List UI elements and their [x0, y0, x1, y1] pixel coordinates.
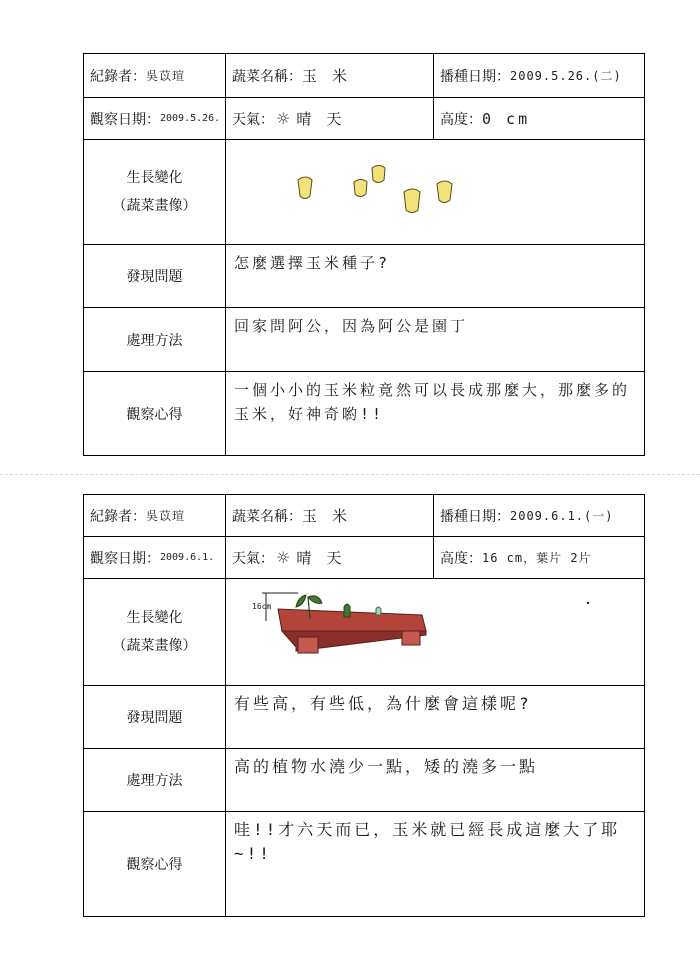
sow-date-value: 2009.6.1.(一)	[510, 509, 614, 523]
sow-date-value: 2009.5.26.(二)	[510, 69, 622, 83]
planter-leg	[402, 631, 420, 645]
vegetable-cell	[225, 495, 433, 536]
dot-mark	[587, 602, 589, 604]
method-label: 處理方法	[126, 773, 183, 789]
leaf-icon	[308, 596, 322, 604]
growth-drawing	[225, 140, 644, 244]
planter-drawing	[226, 579, 644, 685]
height-cell	[433, 98, 644, 139]
vegetable-cell	[225, 54, 433, 97]
problem-row	[84, 685, 644, 748]
problem-text: 怎麼選擇玉米種子?	[225, 245, 644, 307]
method-row	[84, 307, 644, 371]
sun-icon: ☼	[276, 548, 291, 567]
obs-date-cell	[84, 537, 225, 578]
sow-date-label: 播種日期：	[440, 68, 510, 85]
growth-label-cell	[84, 579, 225, 685]
problem-text: 有些高，有些低，為什麼會這樣呢?	[225, 686, 644, 748]
height-value: 0 cm	[482, 109, 531, 128]
corn-seed	[354, 180, 367, 197]
reflection-row	[84, 811, 644, 916]
recorder-label: 紀錄者：	[90, 508, 146, 525]
method-text: 回家問阿公，因為阿公是園丁	[225, 308, 644, 371]
weather-label: 天氣：	[232, 111, 274, 128]
weather-cell	[225, 537, 433, 578]
height-cell	[433, 537, 644, 578]
method-text: 高的植物水澆少一點，矮的澆多一點	[225, 749, 644, 811]
vegetable-label: 蔬菜名稱：	[232, 508, 302, 525]
weather-value: 晴 天	[296, 549, 345, 567]
header-row	[84, 54, 644, 97]
observation-row	[84, 536, 644, 578]
height-annotation: 16cm	[252, 602, 272, 611]
sprout-icon	[344, 604, 350, 617]
height-label: 高度：	[440, 111, 482, 128]
reflection-label: 觀察心得	[126, 857, 183, 873]
recorder-name: 吳苡瑄	[146, 69, 186, 83]
record-sheet-2	[83, 494, 645, 917]
page-divider	[0, 474, 700, 475]
sun-icon: ☼	[276, 109, 291, 128]
weather-value: 晴 天	[296, 110, 345, 128]
recorder-cell	[84, 495, 225, 536]
growth-label: 生長變化	[126, 170, 183, 186]
header-row	[84, 495, 644, 536]
reflection-row	[84, 371, 644, 455]
reflection-text: 一個小小的玉米粒竟然可以長成那麼大，那麼多的玉米，好神奇喲!!	[225, 372, 644, 455]
corn-seed	[437, 181, 452, 203]
obs-date-label: 觀察日期：	[90, 111, 160, 128]
height-label: 高度：	[440, 550, 482, 567]
growth-label: 生長變化	[126, 610, 183, 626]
sprout-icon	[376, 607, 381, 615]
growth-row	[84, 578, 644, 685]
obs-date-value: 2009.5.26.	[160, 113, 221, 124]
growth-label-cell	[84, 140, 225, 244]
sow-date-cell	[433, 495, 644, 536]
height-value: 16 cm，葉片 2片	[482, 551, 592, 565]
sow-date-label: 播種日期：	[440, 508, 510, 525]
sow-date-cell	[433, 54, 644, 97]
reflection-text: 哇!!才六天而已，玉米就已經長成這麼大了耶~!!	[225, 812, 644, 916]
corn-seeds-drawing	[226, 140, 644, 244]
recorder-name: 吳苡瑄	[146, 509, 186, 523]
weather-label: 天氣：	[232, 550, 274, 567]
method-label: 處理方法	[126, 332, 183, 349]
obs-date-label: 觀察日期：	[90, 550, 160, 567]
problem-row	[84, 244, 644, 307]
recorder-cell	[84, 54, 225, 97]
record-sheet-1	[83, 53, 645, 456]
corn-seed	[298, 177, 312, 199]
growth-drawing	[225, 579, 644, 685]
recorder-label: 紀錄者：	[90, 68, 146, 85]
problem-label: 發現問題	[126, 269, 183, 285]
method-row	[84, 748, 644, 811]
observation-row	[84, 97, 644, 139]
planter-leg	[298, 637, 318, 653]
drawing-label: （蔬菜畫像）	[112, 198, 197, 214]
obs-date-cell	[84, 98, 225, 139]
vegetable-name: 玉 米	[302, 67, 351, 85]
obs-date-value: 2009.6.1.	[160, 552, 215, 563]
vegetable-name: 玉 米	[302, 507, 351, 525]
leaf-icon	[296, 595, 306, 607]
corn-seed	[372, 166, 385, 183]
drawing-label: （蔬菜畫像）	[112, 638, 197, 654]
vegetable-label: 蔬菜名稱：	[232, 68, 302, 85]
problem-label: 發現問題	[126, 710, 183, 726]
weather-cell	[225, 98, 433, 139]
reflection-label: 觀察心得	[126, 406, 183, 423]
corn-seed	[404, 189, 420, 213]
growth-row	[84, 139, 644, 244]
